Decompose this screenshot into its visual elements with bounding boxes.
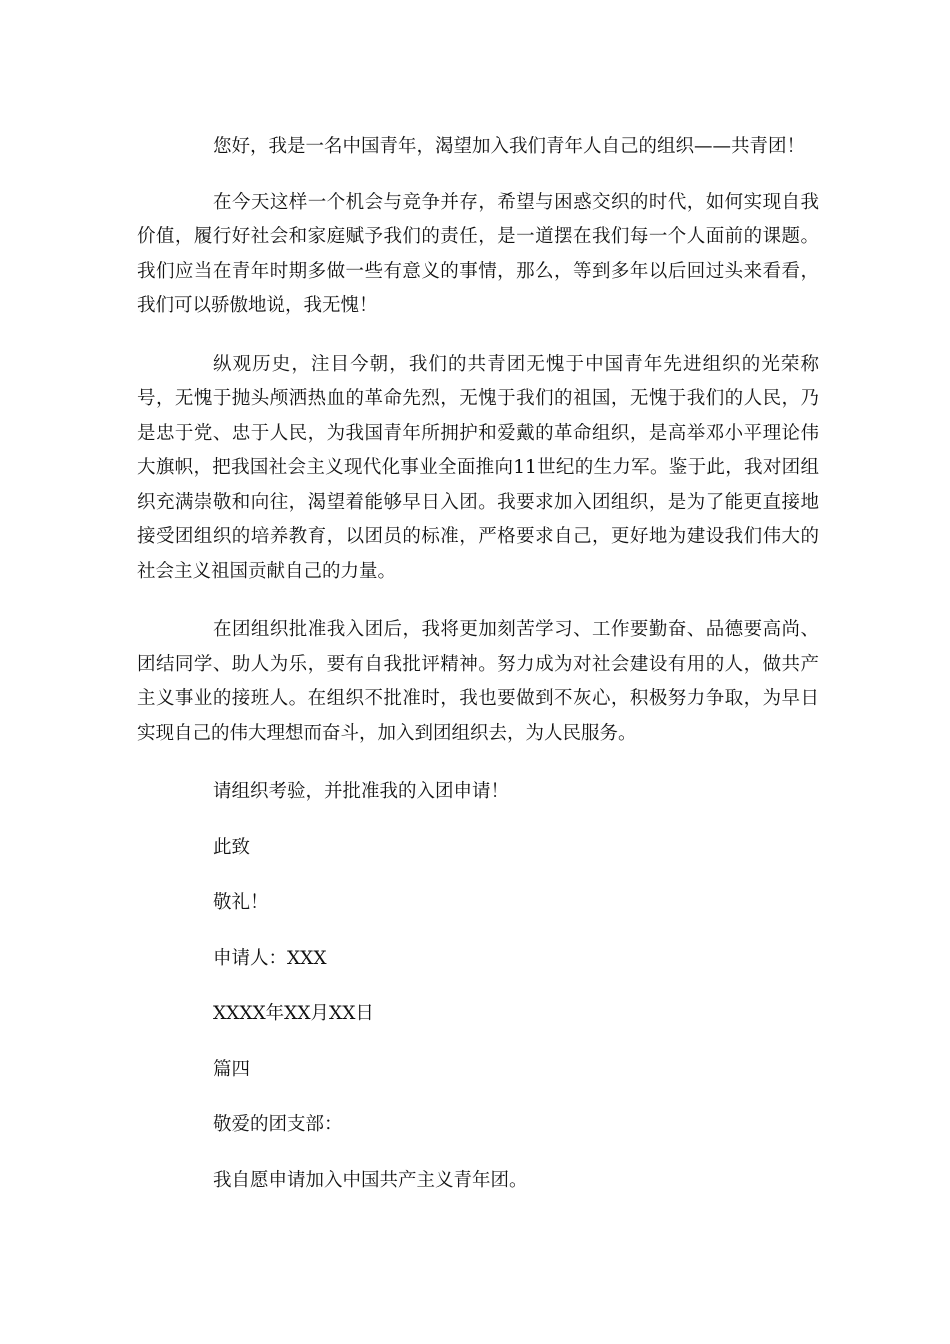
paragraph-commitment: 在团组织批准我入团后，我将更加刻苦学习、工作要勤奋、品德要高尚、团结同学、助人为乐，要有自我批评精神。努力成为对社会建设有用的人，做共产主义事业的接班人。在组织不批准时，我也要做到不灰心，积极努力争取，为早日实现自己的伟大理想而奋斗，加入到团组织去，为人民服务。 <box>137 619 819 744</box>
applicant-signature: 申请人：XXX <box>213 947 327 969</box>
paragraph-greeting: 您好，我是一名中国青年，渴望加入我们青年人自己的组织——共青团！ <box>213 136 806 157</box>
closing-salutation: 此致 <box>213 836 251 858</box>
letter-opening: 我自愿申请加入中国共产主义青年团。 <box>213 1169 528 1191</box>
document-page <box>137 130 819 1219</box>
application-date: XXXX年XX月XX日 <box>213 1003 374 1024</box>
closing-request: 请组织考验，并批准我的入团申请！ <box>213 781 510 802</box>
section-heading: 篇四 <box>213 1058 251 1080</box>
paragraph-history: 纵观历史，注目今朝，我们的共青团无愧于中国青年先进组织的光荣称号，无愧于抛头颅洒热血的革命先烈，无愧于我们的祖国，无愧于我们的人民，乃是忠于党、忠于人民，为我国青年所拥护和爱戴的革命组织，是高举邓小平理论伟大旗帜，把我国社会主义现代化事业全面推向11世纪的生力军。鉴于此，我对团组织充满崇敬和向往，渴望着能够早日入团。我要求加入团组织，是为了能更直接地接受团组织的培养教育，以团员的标准，严格要求自己，更好地为建设我们伟大的社会主义祖国贡献自己的力量。 <box>137 353 819 582</box>
letter-addressee: 敬爱的团支部： <box>213 1114 343 1135</box>
closing-regards: 敬礼！ <box>213 892 269 913</box>
paragraph-self-value: 在今天这样一个机会与竞争并存，希望与困惑交织的时代，如何实现自我价值，履行好社会和家庭赋予我们的责任，是一道摆在我们每一个人面前的课题。我们应当在青年时期多做一些有意义的事情，那么，等到多年以后回过头来看看，我们可以骄傲地说，我无愧！ <box>137 191 819 316</box>
